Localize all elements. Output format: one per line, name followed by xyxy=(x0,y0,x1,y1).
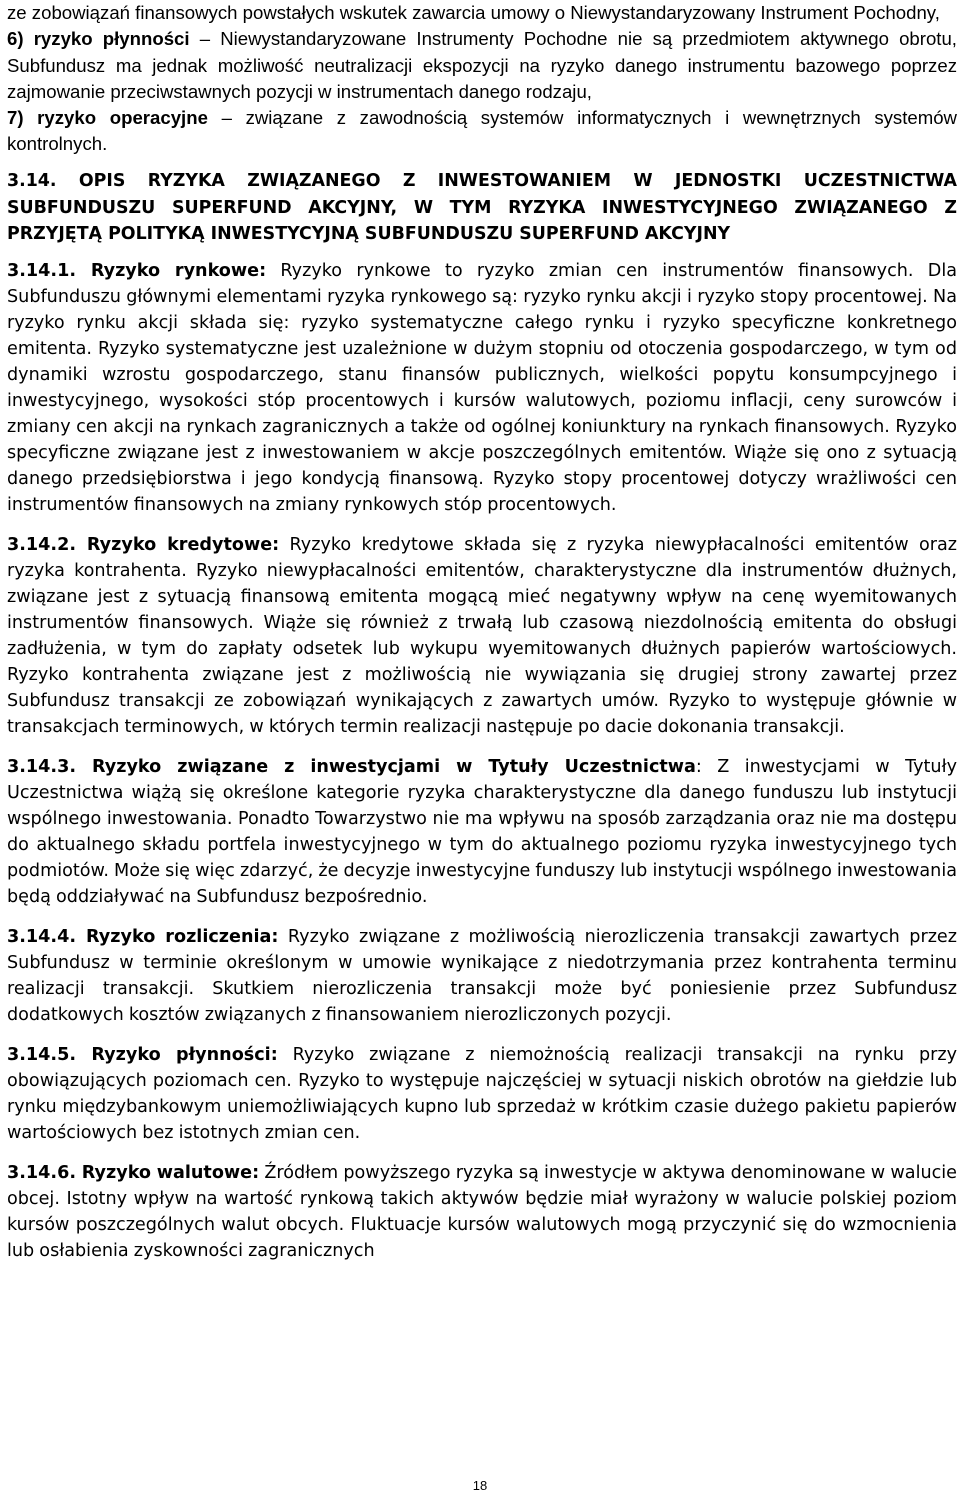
intro-continuation: ze zobowiązań finansowych powstałych wskutek zawarcia umowy o Niewystandaryzowany Instrument Pochodny, xyxy=(7,2,940,23)
paragraph-text: Źródłem powyższego ryzyka są inwestycje w aktywa denominowane w walucie obcej. Istotny wpływ na wartość rynkową takich aktywów będzie miał wyrażony w walucie polskiej poziom kursów poszczególnych walut obcych. Fluktuacje kursów walutowych mogą przyczynić się do wzmocnienia lub osłabienia zyskowności zagranicznych xyxy=(7,1163,957,1262)
paragraph-label: 3.14.5. Ryzyko płynności: xyxy=(7,1045,278,1066)
paragraph-text: : Z inwestycjami w Tytuły Uczestnictwa wiążą się określone kategorie ryzyka charakterystyczne dla danego funduszu lub instytucji wspólnego inwestowania. Ponadto Towarzystwo nie ma wpływu na sposób zarządzania oraz nie ma dostępu do aktualnego składu portfela inwestycyjnego w tym do aktualnego poziomu ryzyka inwestycyjnego tych podmiotów. Może się więc zdarzyć, że decyzje inwestycyjne funduszy lub instytucji wspólnego inwestowania będą oddziaływać na Subfundusz bezpośrednio. xyxy=(7,757,957,908)
risk-item-7-text: związane z zawodnością systemów informatycznych i wewnętrznych systemów kontrolnych. xyxy=(7,107,957,155)
paragraph-label: 3.14.3. Ryzyko związane z inwestycjami w Tytuły Uczestnictwa xyxy=(7,757,696,778)
paragraph-settlement-risk xyxy=(7,924,957,1028)
risk-item-7-dash: – xyxy=(207,107,246,129)
paragraph-text: Ryzyko związane z możliwością nierozliczenia transakcji zawartych przez Subfundusz w terminie określonym w umowie wynikające z niedotrzymania przez kontrahenta terminu realizacji transakcji. Skutkiem nierozliczenia transakcji może być poniesienie przez Subfundusz dodatkowych kosztów związanych z finansowaniem nierozliczonych pozycji. xyxy=(7,927,957,1026)
paragraph-text: Ryzyko rynkowe to ryzyko zmian cen instrumentów finansowych. Dla Subfunduszu głównymi elementami ryzyka rynkowego są: ryzyko rynku akcji i ryzyko stopy procentowej. Na ryzyko rynku akcji składa się: ryzyko systematyczne całego rynku i ryzyko specyficzne konkretnego emitenta. Ryzyko systematyczne jest uzależnione w dużym stopniu od otoczenia gospodarczego, w tym od dynamiki wzrostu gospodarczego, stanu finansów publicznych, wielkości popytu konsumpcyjnego i inwestycyjnego, wysokości stóp procentowych i kursów walutowych, poziomu inflacji, ceny surowców i zmiany cen akcji na rynkach zagranicznych a także od ogólnej koniunktury na rynkach finansowych. Ryzyko specyficzne związane jest z inwestowaniem w akcje poszczególnych emitentów. Wiąże się ono z sytuacją danego przedsiębiorstwa i jego kondycją finansową. Ryzyko stopy procentowej dotyczy wrażliwości cen instrumentów finansowych na zmiany rynkowych stóp procentowych. xyxy=(7,261,957,516)
risk-item-6 xyxy=(7,26,957,105)
risk-item-7 xyxy=(7,105,957,158)
page-number: 18 xyxy=(472,1478,488,1493)
paragraph-label: 3.14.1. Ryzyko rynkowe: xyxy=(7,261,267,282)
paragraph-text: Ryzyko związane z niemożnością realizacji transakcji na rynku przy obowiązujących poziomach cen. Ryzyko to występuje najczęściej w sytuacji niskich obrotów na giełdzie lub rynku międzybankowym uniemożliwiających kupno lub sprzedaż w krótkim czasie dużego pakietu papierów wartościowych bez istotnych zmian cen. xyxy=(7,1045,957,1144)
risk-item-6-text: Niewystandaryzowane Instrumenty Pochodne nie są przedmiotem aktywnego obrotu, Subfundusz ma jednak możliwość neutralizacji ekspozycji na ryzyko danego instrumentu bazowego poprzez zajmowanie przeciwstawnych pozycji w instrumentach danego rodzaju, xyxy=(7,28,957,102)
document-page xyxy=(7,0,957,1264)
paragraph-text: Ryzyko kredytowe składa się z ryzyka niewypłacalności emitentów oraz ryzyka kontrahenta. Ryzyko niewypłacalności emitentów, charakterystyczne dla instrumentów dłużnych, związane jest z sytuacją finansową emitenta mogącą mieć negatywny wpływ na cenę wyemitowanych instrumentów finansowych. Wiąże się również z trwałą lub czasową niezdolnością emitenta do obsługi zadłużenia, w tym do zapłaty odsetek lub wykupu wyemitowanych dłużnych papierów wartościowych. Ryzyko kontrahenta związane jest z możliwością nie wywiązania się drugiej strony zawartej przez Subfundusz transakcji ze zobowiązań wynikających z zawartych umów. Ryzyko to występuje głównie w transakcjach terminowych, w których termin realizacji następuje po dacie dokonania transakcji. xyxy=(7,535,957,738)
paragraph-credit-risk xyxy=(7,532,957,740)
section-heading: 3.14. OPIS RYZYKA ZWIĄZANEGO Z INWESTOWANIEM W JEDNOSTKI UCZESTNICTWA SUBFUNDUSZU SUPERFUND AKCYJNY, W TYM RYZYKA INWESTYCYJNEGO ZWIĄZANEGO Z PRZYJĘTĄ POLITYKĄ INWESTYCYJNĄ SUBFUNDUSZU SUPERFUND AKCYJNY xyxy=(7,170,957,245)
paragraph-market-risk xyxy=(7,258,957,518)
risk-item-7-label: 7) ryzyko operacyjne xyxy=(7,107,208,129)
paragraph-currency-risk xyxy=(7,1160,957,1264)
paragraph-participation-titles-risk xyxy=(7,754,957,910)
paragraph-label: 3.14.2. Ryzyko kredytowe: xyxy=(7,535,280,556)
risk-item-6-dash: – xyxy=(189,28,221,50)
paragraph-label: 3.14.4. Ryzyko rozliczenia: xyxy=(7,927,279,948)
paragraph-liquidity-risk xyxy=(7,1042,957,1146)
paragraph-label: 3.14.6. Ryzyko walutowe: xyxy=(7,1163,260,1184)
risk-item-6-label: 6) ryzyko płynności xyxy=(7,28,190,50)
